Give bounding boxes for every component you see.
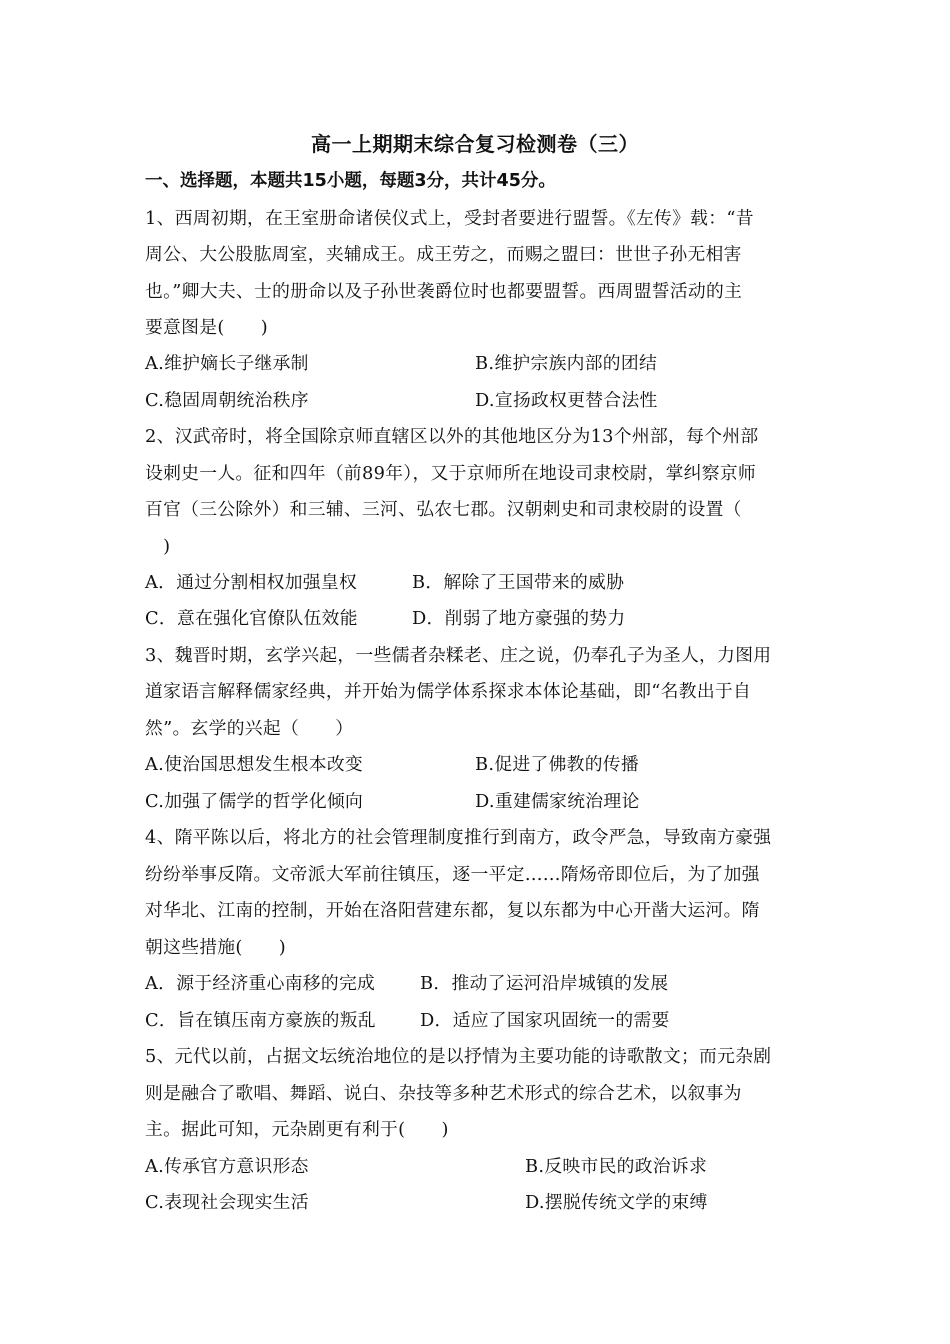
- question-5-option-c: C.表现社会现实生活: [145, 1192, 309, 1213]
- question-1-line: 要意图是( ): [145, 317, 268, 338]
- section-heading: 一、选择题，本题共15小题，每题3分，共计45分。: [145, 171, 556, 191]
- question-3-option-a: A.使治国思想发生根本改变: [145, 754, 363, 775]
- question-1-option-d: D.宣扬政权更替合法性: [475, 390, 658, 411]
- question-3-line: 道家语言解释儒家经典，并开始为儒学体系探求本体论基础，即“名教出于自: [145, 681, 752, 702]
- question-5-option-a: A.传承官方意识形态: [145, 1156, 309, 1177]
- question-2-line: 2、汉武帝时，将全国除京师直辖区以外的其他地区分为13个州部，每个州部: [145, 426, 759, 447]
- question-2-option-d: D．削弱了地方豪强的势力: [412, 608, 626, 629]
- question-3-option-d: D.重建儒家统治理论: [475, 791, 640, 812]
- question-4-line: 4、隋平陈以后，将北方的社会管理制度推行到南方，政令严急，导致南方豪强: [145, 827, 772, 848]
- question-1-option-b: B.维护宗族内部的团结: [475, 353, 658, 374]
- question-2-line: ): [145, 536, 171, 557]
- question-1-option-a: A.维护嫡长子继承制: [145, 353, 309, 374]
- question-2-option-c: C．意在强化官僚队伍效能: [145, 608, 358, 629]
- question-4-option-c: C．旨在镇压南方豪族的叛乱: [145, 1010, 376, 1031]
- question-4-line: 纷纷举事反隋。文帝派大军前往镇压，逐一平定……隋炀帝即位后，为了加强: [145, 864, 760, 885]
- question-3-line: 3、魏晋时期，玄学兴起，一些儒者杂糅老、庄之说，仍奉孔子为圣人，力图用: [145, 645, 772, 666]
- question-2-option-a: A．通过分割相权加强皇权: [145, 572, 358, 593]
- question-3-option-c: C.加强了儒学的哲学化倾向: [145, 791, 364, 812]
- question-1-option-c: C.稳固周朝统治秩序: [145, 390, 309, 411]
- question-4-option-d: D．适应了国家巩固统一的需要: [420, 1010, 670, 1031]
- question-5-option-b: B.反映市民的政治诉求: [525, 1156, 708, 1177]
- question-4-option-a: A．源于经济重心南移的完成: [145, 973, 376, 994]
- question-1-line: 也。”卿大夫、士的册命以及子孙世袭爵位时也都要盟誓。西周盟誓活动的主: [145, 281, 743, 302]
- question-2-line: 设刺史一人。征和四年（前89年），又于京师所在地设司隶校尉，掌纠察京师: [145, 463, 757, 484]
- question-2-option-b: B．解除了王国带来的威胁: [412, 572, 625, 593]
- question-5-line: 主。据此可知，元杂剧更有利于( ): [145, 1119, 449, 1140]
- question-1-line: 1、西周初期，在王室册命诸侯仪式上，受封者要进行盟誓。《左传》载：“昔: [145, 208, 754, 229]
- question-3-option-b: B.促进了佛教的传播: [475, 754, 639, 775]
- question-4-line: 朝这些措施( ): [145, 937, 287, 958]
- question-1-line: 周公、大公股肱周室，夹辅成王。成王劳之，而赐之盟曰：世世子孙无相害: [145, 244, 742, 265]
- question-5-line: 则是融合了歌唱、舞蹈、说白、杂技等多种艺术形式的综合艺术，以叙事为: [145, 1083, 742, 1104]
- question-5-option-d: D.摆脱传统文学的束缚: [525, 1192, 708, 1213]
- question-5-line: 5、元代以前，占据文坛统治地位的是以抒情为主要功能的诗歌散文；而元杂剧: [145, 1046, 772, 1067]
- question-4-line: 对华北、江南的控制，开始在洛阳营建东都，复以东都为中心开凿大运河。隋: [145, 900, 760, 921]
- question-3-line: 然”。玄学的兴起（ ）: [145, 718, 354, 739]
- question-4-option-b: B．推动了运河沿岸城镇的发展: [420, 973, 669, 994]
- page-title: 高一上期期末综合复习检测卷（三）: [311, 132, 639, 156]
- question-2-line: 百官（三公除外）和三辅、三河、弘农七郡。汉朝刺史和司隶校尉的设置（: [145, 499, 742, 520]
